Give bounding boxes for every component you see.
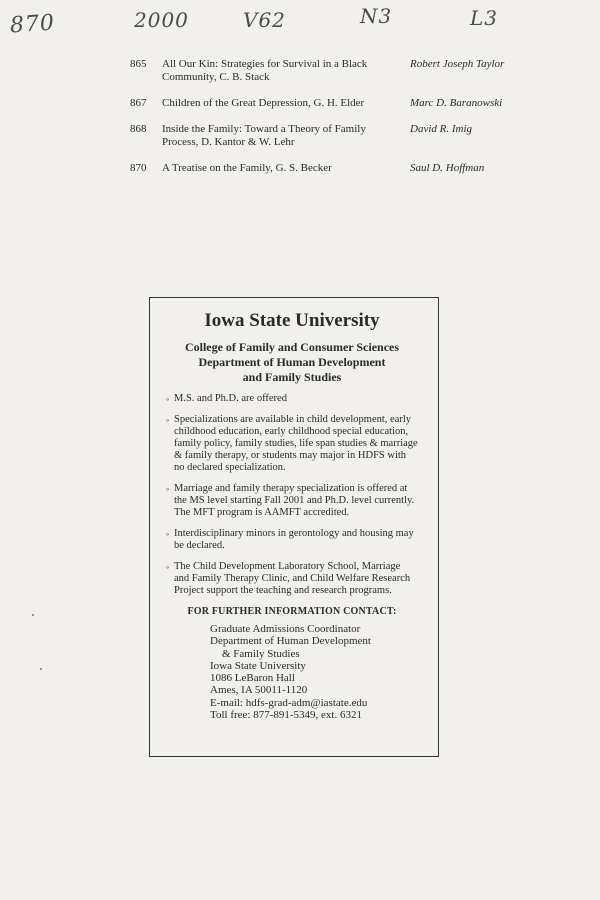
ad-bullet: [166, 414, 418, 474]
contact-address: [166, 623, 418, 721]
review-book-title: Children of the Great Depression, G. H. Elder: [162, 97, 365, 109]
review-book-title: A Treatise on the Family, G. S. Becker: [162, 162, 332, 174]
scan-speck: [32, 614, 34, 616]
ad-bullet-text: Interdisciplinary minors in gerontology and housing may be declared.: [174, 528, 414, 551]
review-reviewer: Marc D. Baranowski: [410, 97, 503, 109]
contact-line: Iowa State University: [210, 659, 306, 672]
ad-title: Iowa State University: [204, 310, 380, 331]
review-list: [130, 58, 590, 188]
handwritten-note-v: V62: [243, 8, 286, 32]
contact-line: Ames, IA 50011-1120: [210, 684, 308, 697]
review-reviewer: Saul D. Hoffman: [410, 162, 485, 174]
handwritten-note-n: N3: [360, 4, 393, 28]
ad-bullet-text: The Child Development Laboratory School, Marriage and Family Therapy Clinic, and Child Welfare Research Project support the teaching and research programs.: [174, 561, 411, 596]
ad-department-cont: and Family Studies: [242, 370, 342, 384]
bullet-circle-icon: ◦: [166, 529, 170, 539]
review-page-number: 865: [130, 58, 147, 70]
bullet-circle-icon: ◦: [166, 415, 170, 425]
contact-heading: FOR FURTHER INFORMATION CONTACT:: [187, 606, 397, 617]
review-book-title: Inside the Family: Toward a Theory of Family Process, D. Kantor & W. Lehr: [162, 123, 366, 148]
ad-department: Department of Human Development: [198, 355, 386, 369]
contact-phone: Toll free: 877-891-5349, ext. 6321: [210, 709, 362, 722]
handwritten-note-l: L3: [470, 6, 499, 30]
bullet-circle-icon: ◦: [166, 484, 170, 494]
review-entry: [130, 162, 590, 175]
ad-bullet-text: Marriage and family therapy specialization is offered at the MS level starting Fall 2001 and Ph.D. level currently. The MFT program is AAMFT accredited.: [174, 483, 415, 518]
handwritten-note-year: 2000: [134, 8, 189, 32]
contact-line: & Family Studies: [222, 647, 300, 660]
ad-bullet: [166, 561, 418, 597]
iowa-state-advertisement: [149, 297, 439, 757]
scan-speck: [40, 668, 42, 670]
ad-subheading: [166, 340, 418, 385]
ad-college: College of Family and Consumer Sciences: [184, 340, 400, 354]
ad-bullet: [166, 483, 418, 519]
review-book-title: All Our Kin: Strategies for Survival in a Black Community, C. B. Stack: [162, 58, 368, 83]
handwritten-note-volume: 870: [9, 10, 56, 39]
review-page-number: 868: [130, 123, 147, 135]
contact-line: 1086 LeBaron Hall: [210, 672, 295, 685]
ad-bullet: [166, 393, 418, 405]
review-reviewer: David R. Imig: [410, 123, 473, 135]
review-entry: [130, 97, 590, 110]
contact-line: Department of Human Development: [210, 635, 371, 648]
bullet-circle-icon: ◦: [166, 562, 170, 572]
contact-line: Graduate Admissions Coordinator: [210, 623, 361, 635]
review-page-number: 867: [130, 97, 147, 109]
ad-bullet-text: Specializations are available in child development, early childhood education, early childhood special education, family policy, family studies, life span studies & marriage & family therapy, or students may major in HDFS with no declared specialization.: [174, 414, 418, 473]
review-reviewer: Robert Joseph Taylor: [410, 58, 505, 70]
review-entry: [130, 58, 590, 84]
contact-email: E-mail: hdfs-grad-adm@iastate.edu: [210, 696, 368, 709]
bullet-circle-icon: ◦: [166, 394, 170, 404]
review-page-number: 870: [130, 162, 147, 174]
ad-bullet: [166, 528, 418, 552]
ad-bullet-text: M.S. and Ph.D. are offered: [174, 393, 287, 404]
review-entry: [130, 123, 590, 149]
